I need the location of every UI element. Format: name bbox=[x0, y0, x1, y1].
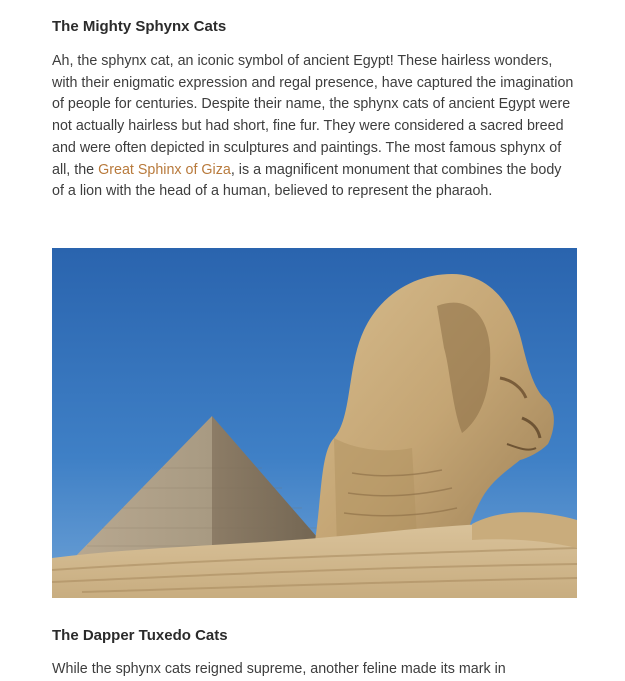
section-heading: The Dapper Tuxedo Cats bbox=[52, 627, 228, 644]
section-heading: The Mighty Sphynx Cats bbox=[52, 18, 227, 35]
paragraph-text: , is a magnificent monument that combines the body of a lion with the head of a human, believed to represent the pharaoh. bbox=[52, 161, 562, 200]
sphinx-illustration bbox=[52, 248, 577, 598]
article-paragraph bbox=[52, 51, 577, 203]
great-sphinx-link[interactable]: Great Sphinx of Giza bbox=[98, 161, 231, 178]
article-paragraph: While the sphynx cats reigned supreme, another feline made its mark in bbox=[52, 661, 506, 677]
paragraph-text: Ah, the sphynx cat, an iconic symbol of ancient Egypt! These hairless wonders, with their enigmatic expression and regal presence, have captured the imagination of people for centuries. Despite their name, the sphynx cats of ancient Egypt were not actually hairless but had short, fine fur. They were considered a sacred breed and were often depicted in sculptures and paintings. The most famous sphynx of all, the bbox=[52, 53, 574, 178]
sphinx-and-pyramid-image bbox=[52, 248, 577, 598]
